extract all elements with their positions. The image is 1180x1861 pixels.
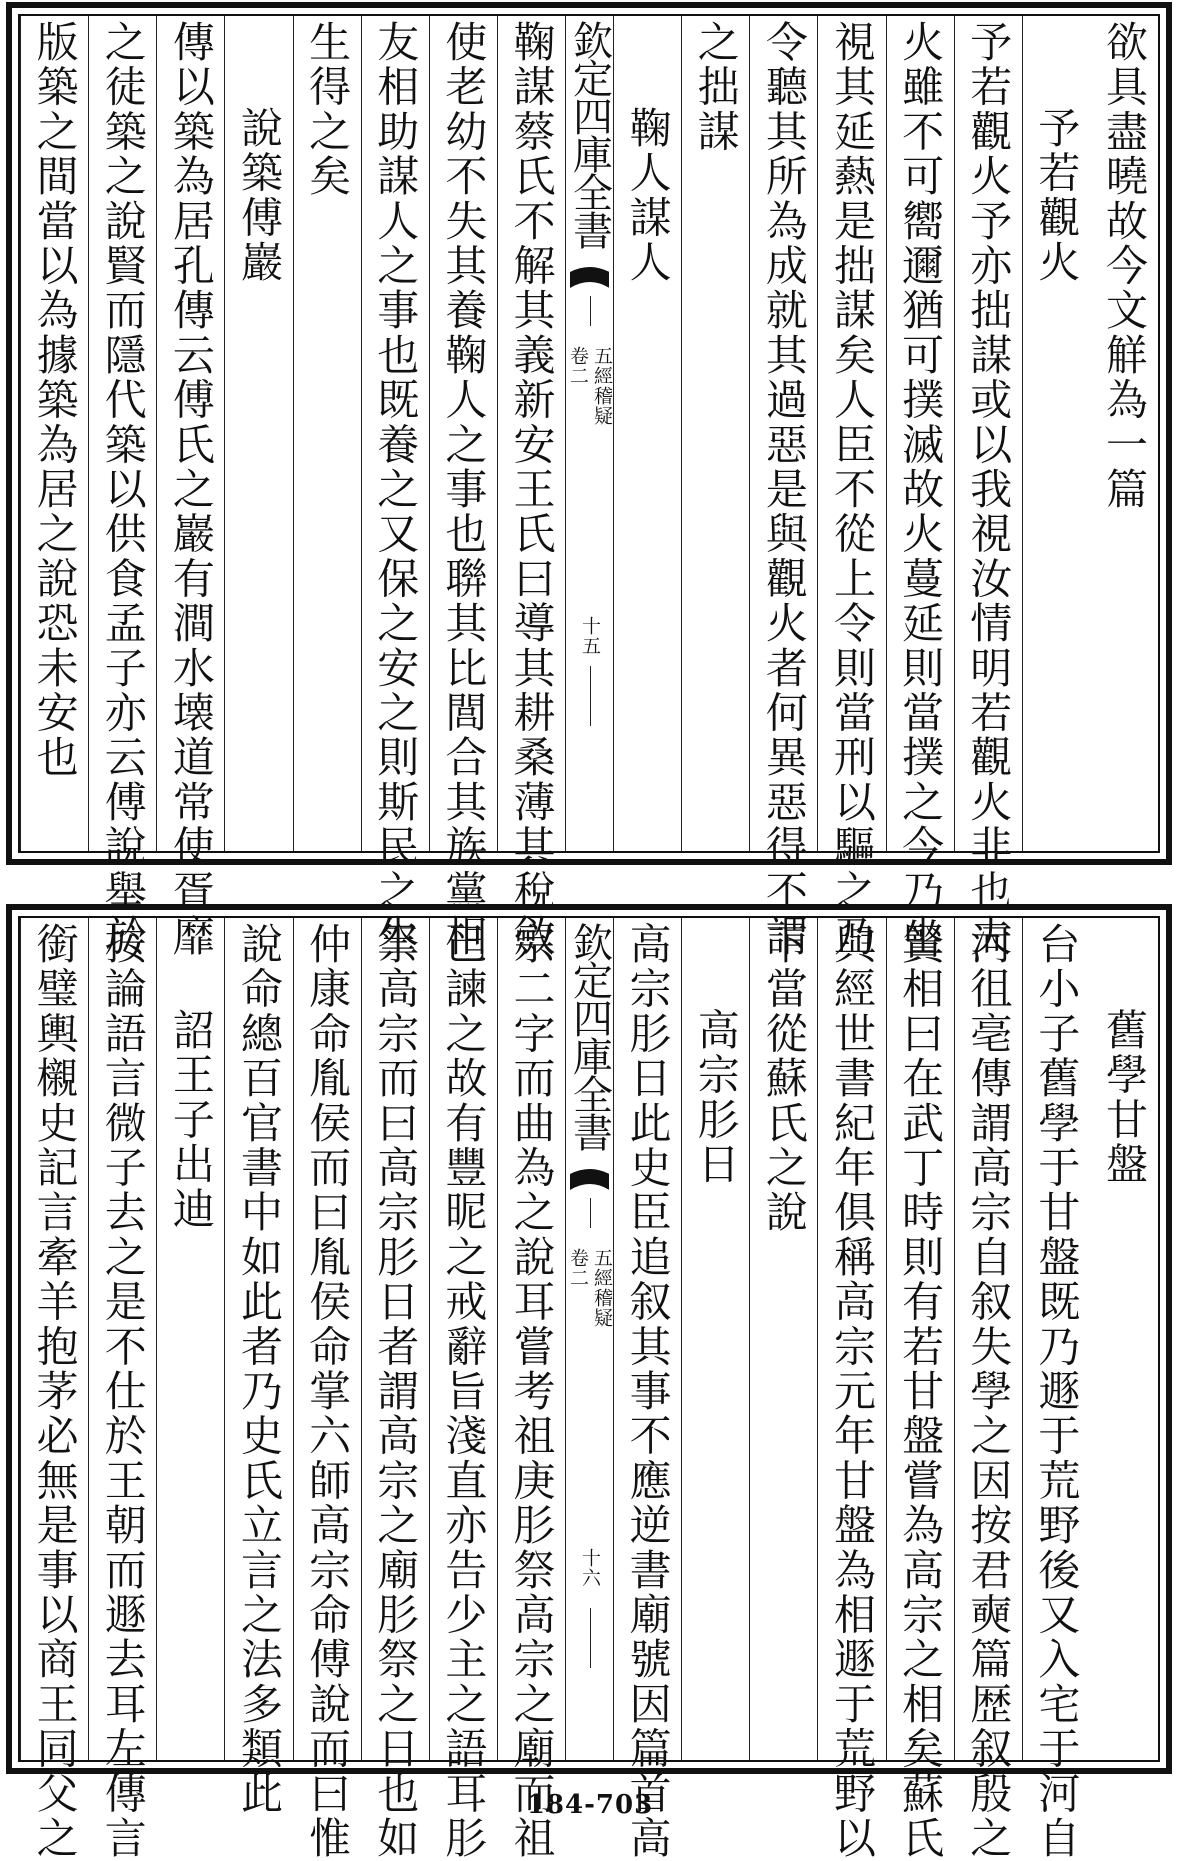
body-text: 台小子舊學于甘盤既乃遯于荒野後又入宅于河自 bbox=[1032, 922, 1082, 1861]
margin-rule bbox=[590, 296, 591, 326]
center-margin-column bbox=[565, 918, 613, 1760]
body-text: 祭高宗而曰高宗肜日者謂高宗之廟肜祭之日也如 bbox=[371, 922, 421, 1861]
text-column bbox=[681, 16, 749, 851]
text-column bbox=[954, 16, 1022, 959]
section-heading-column bbox=[224, 16, 292, 851]
body-text: 令聽其所為成就其過惡是與觀火者何異惡得不謂 bbox=[759, 20, 809, 959]
body-text: 之徒築之說賢而隱代築以供食孟子亦云傅說舉於 bbox=[98, 20, 148, 959]
margin-rule bbox=[590, 1198, 591, 1228]
section-heading: 舊學甘盤 bbox=[1099, 1008, 1149, 1187]
section-heading-column bbox=[1090, 918, 1158, 1760]
text-column bbox=[613, 918, 681, 1861]
body-text: 與經世書紀年俱稱高宗元年甘盤為相遯于荒野以 bbox=[827, 922, 877, 1861]
body-text: 之拙謀 bbox=[691, 20, 741, 155]
body-text: 視其延爇是拙謀矣人臣不從上令則當刑以驅之乃 bbox=[827, 20, 877, 959]
section-heading: 高宗肜日 bbox=[691, 1008, 741, 1187]
collection-title: 欽定四庫全書 bbox=[566, 20, 613, 248]
text-column bbox=[20, 918, 88, 1861]
body-text: 宗二字而曲為之說耳嘗考祖庚肜祭高宗之廟而祖 bbox=[507, 922, 557, 1861]
text-column bbox=[749, 918, 817, 1760]
text-column bbox=[88, 918, 156, 1861]
text-column bbox=[886, 16, 954, 959]
section-heading: 說築傅巖 bbox=[234, 106, 284, 285]
text-column bbox=[817, 918, 885, 1861]
section-heading-column bbox=[156, 918, 224, 1760]
section-heading-column bbox=[1022, 16, 1090, 851]
body-text: 仲康命胤侯而曰胤侯命掌六師高宗命傅說而曰惟 bbox=[303, 922, 353, 1861]
body-text: 予若觀火予亦拙謀或以我視汝情明若觀火非也夫 bbox=[964, 20, 1014, 959]
margin-rule bbox=[590, 666, 591, 726]
book-title: 五經稽疑 bbox=[591, 346, 613, 426]
body-text: 下當從蘇氏之說 bbox=[759, 922, 809, 1235]
text-column bbox=[1022, 918, 1090, 1861]
leaf-number: 十五 bbox=[579, 616, 601, 656]
body-text: 生得之矣 bbox=[303, 20, 353, 199]
fish-tail-mark-icon bbox=[570, 1166, 609, 1190]
body-text: 說命總百官書中如此者乃史氏立言之法多類此 bbox=[234, 922, 284, 1816]
leaf-number: 十六 bbox=[579, 1548, 601, 1588]
top-page-text-frame bbox=[18, 14, 1160, 959]
body-text: 河徂亳傳謂高宗自叙失學之因按君奭篇歴叙殷之 bbox=[964, 922, 1014, 1861]
page-number-footer: 184-703 bbox=[526, 1790, 654, 1820]
text-column bbox=[156, 16, 224, 959]
text-column bbox=[293, 16, 361, 851]
text-column bbox=[361, 16, 429, 959]
text-column bbox=[224, 918, 292, 1816]
fish-tail-mark-icon bbox=[570, 264, 609, 288]
text-column bbox=[1090, 16, 1158, 851]
body-text: 版築之間當以為據築為居之說恐未安也 bbox=[30, 20, 80, 780]
section-heading-column bbox=[613, 16, 681, 851]
section-heading: 鞠人謀人 bbox=[623, 106, 673, 285]
text-column bbox=[429, 16, 497, 959]
body-text: 鞠謀蔡氏不解其義新安王氏曰導其耕桑薄其稅斂 bbox=[507, 20, 557, 959]
top-page bbox=[6, 2, 1172, 959]
volume-label: 卷二 bbox=[567, 1248, 589, 1288]
body-text: 火雖不可嚮邇猶可撲滅故火蔓延則當撲之今乃坐 bbox=[896, 20, 946, 959]
body-text: 己諫之故有豐昵之戒辭旨淺直亦告少主之語耳肜 bbox=[439, 922, 489, 1861]
margin-rule bbox=[590, 1608, 591, 1668]
body-text: 按論語言微子去之是不仕於王朝而遯去耳左傳言 bbox=[98, 922, 148, 1861]
book-title: 五經稽疑 bbox=[591, 1248, 613, 1328]
text-column bbox=[88, 16, 156, 959]
text-column bbox=[497, 918, 565, 1861]
body-text: 傳以築為居孔傳云傅氏之巖有澗水壊道常使胥靡 bbox=[166, 20, 216, 959]
body-text: 銜璧輿櫬史記言牽羊抱茅必無是事以商王同父之 bbox=[30, 922, 80, 1861]
section-heading: 詔王子出迪 bbox=[166, 1008, 216, 1232]
text-column bbox=[817, 16, 885, 959]
text-column bbox=[20, 16, 88, 851]
text-column bbox=[886, 918, 954, 1861]
volume-label: 卷二 bbox=[567, 346, 589, 386]
section-heading: 予若觀火 bbox=[1032, 106, 1082, 285]
body-text: 友相助謀人之事也既養之又保之安之則斯民之生 bbox=[371, 20, 421, 959]
section-heading-column bbox=[681, 918, 749, 1760]
text-column bbox=[749, 16, 817, 959]
text-column bbox=[293, 918, 361, 1861]
collection-title: 欽定四庫全書 bbox=[566, 922, 613, 1150]
body-text: 高宗肜日此史臣追叙其事不應逆書廟號因篇首高 bbox=[623, 922, 673, 1861]
text-column bbox=[361, 918, 429, 1861]
center-margin-column bbox=[565, 16, 613, 851]
body-text: 欲具盡曉故今文觧為一篇 bbox=[1099, 20, 1149, 512]
text-column bbox=[954, 918, 1022, 1861]
text-column bbox=[497, 16, 565, 959]
body-text: 使老幼不失其養鞠人之事也聨其比閭合其族黨相 bbox=[439, 20, 489, 959]
body-text: 賢相曰在武丁時則有若甘盤嘗為高宗之相矣蘇氏 bbox=[896, 922, 946, 1861]
text-column bbox=[429, 918, 497, 1861]
